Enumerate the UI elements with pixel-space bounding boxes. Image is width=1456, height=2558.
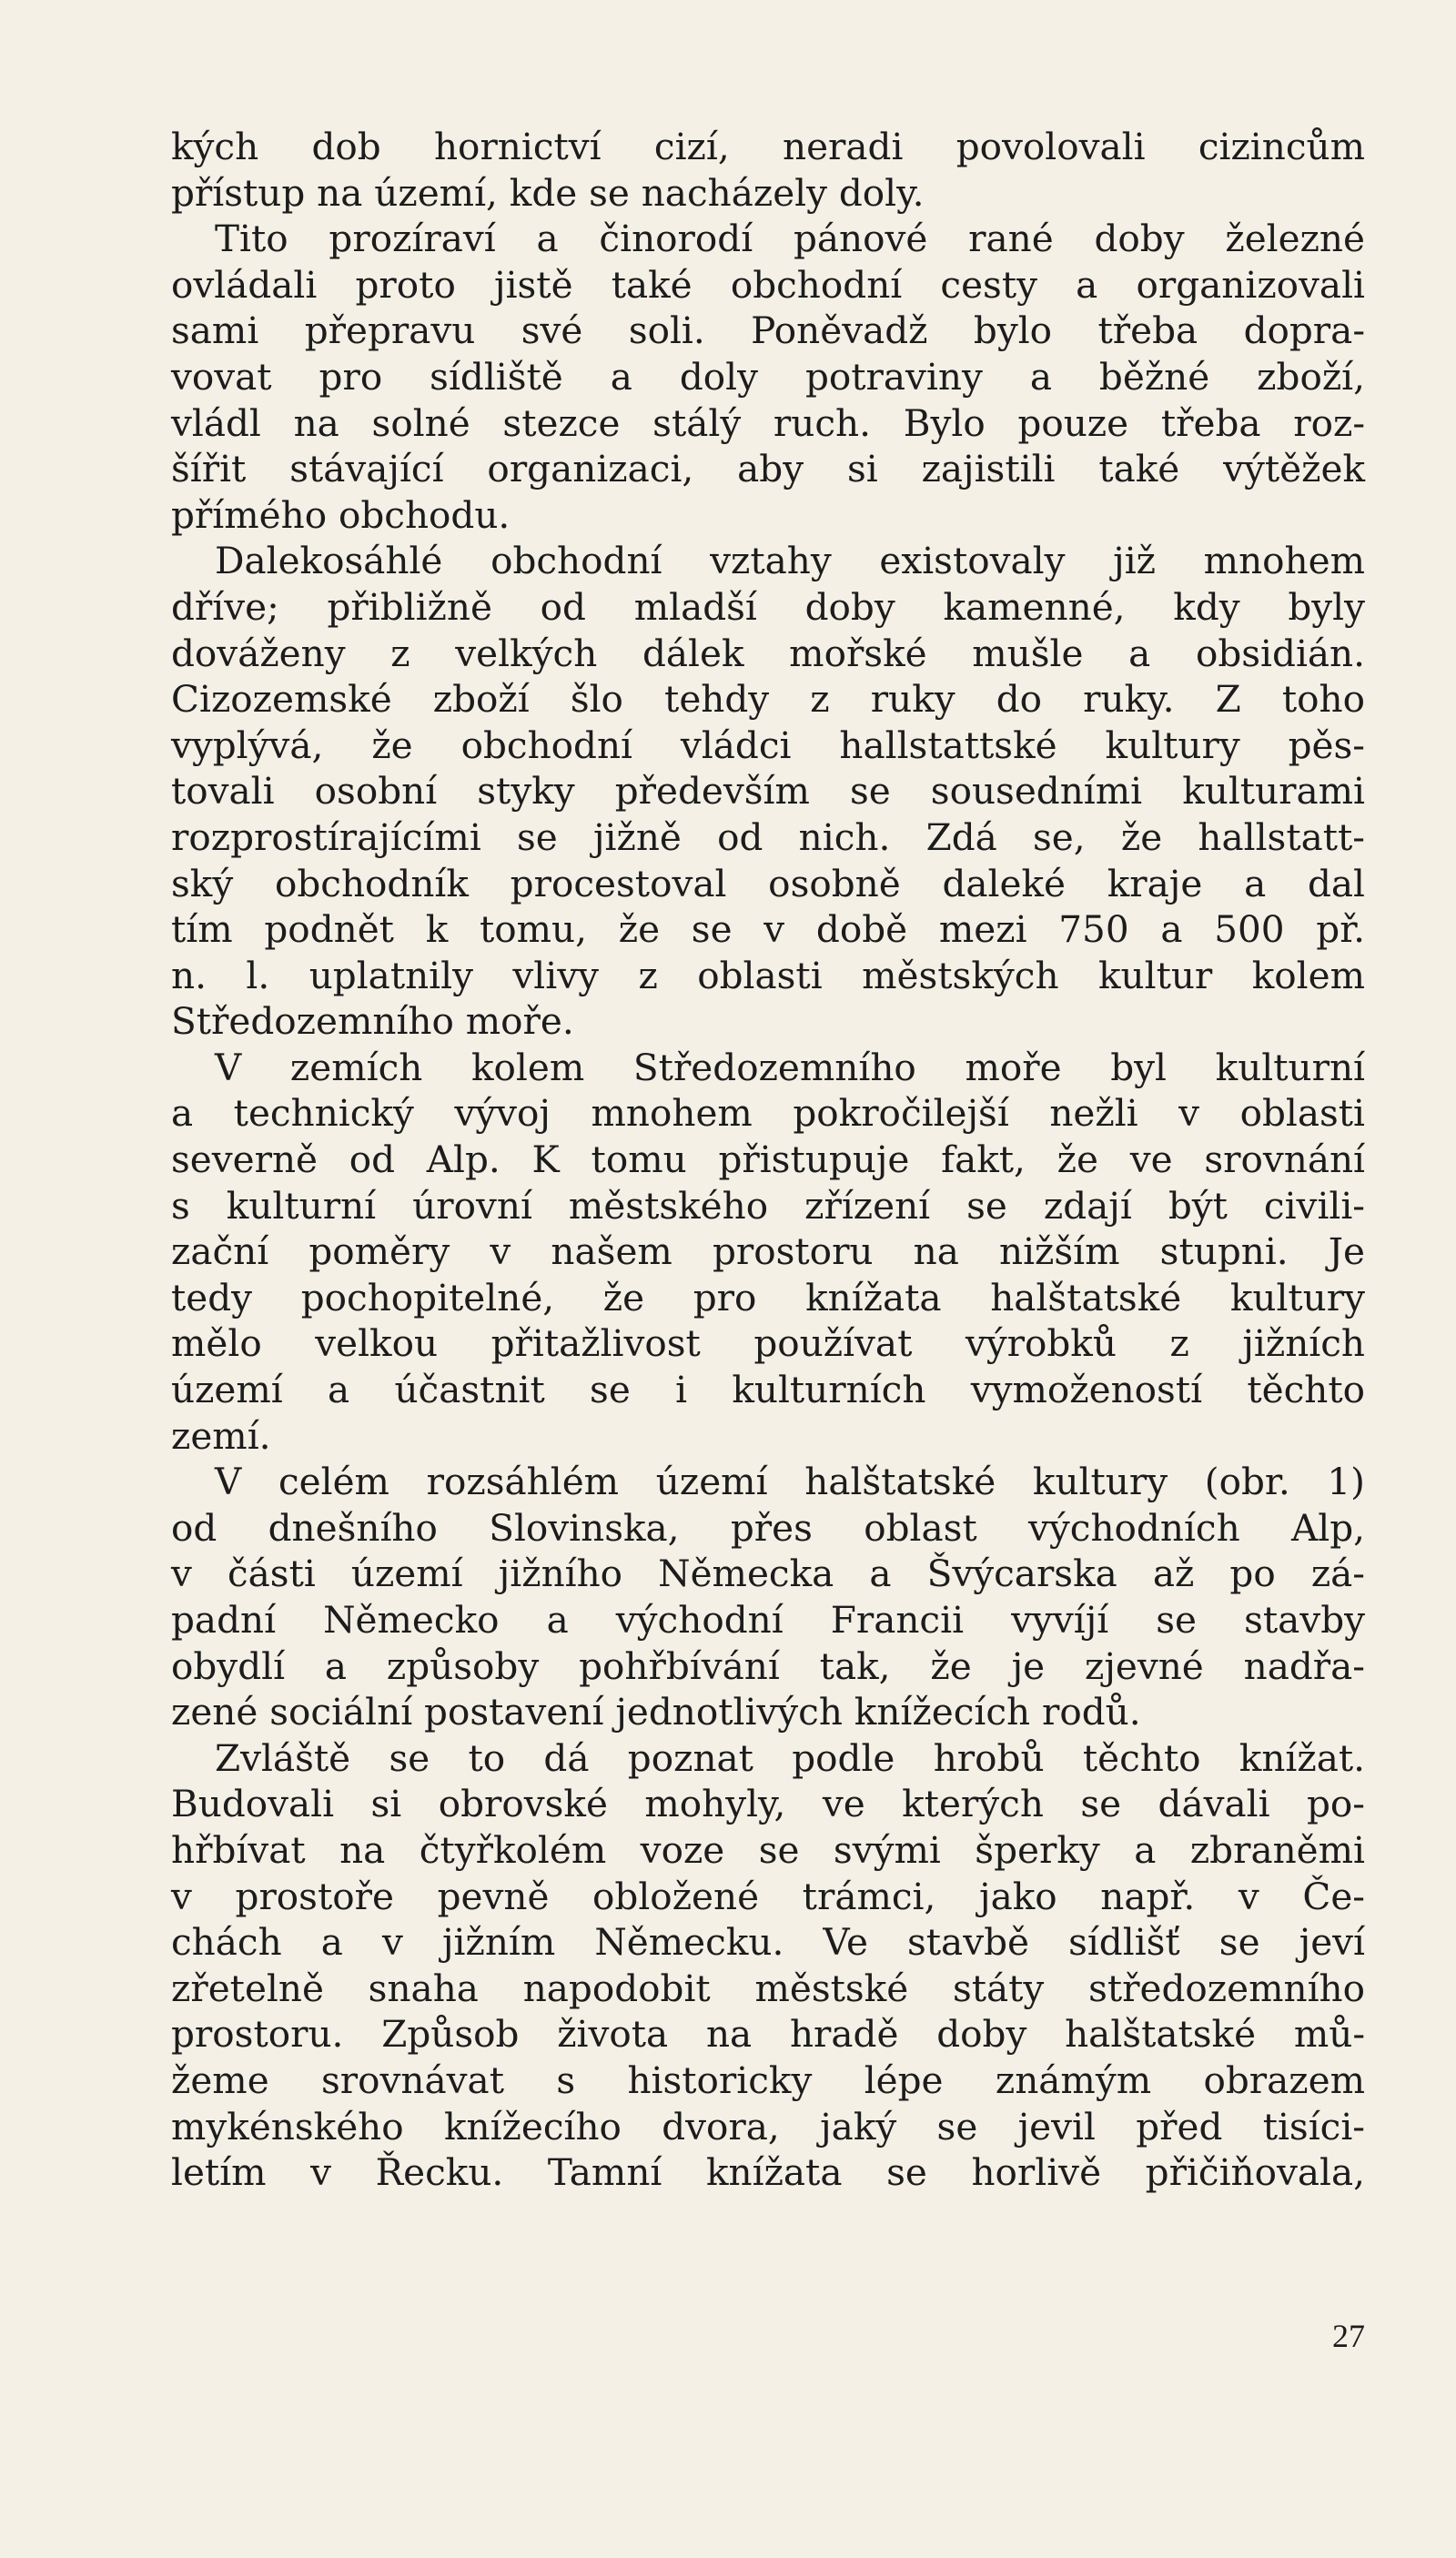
text-line: ský obchodník procestoval osobně daleké kraje a dal <box>171 861 1365 905</box>
body-text <box>171 124 1365 2196</box>
text-line: vovat pro sídliště a doly potraviny a běžné zboží, <box>171 354 1365 399</box>
text-line: dováženy z velkých dálek mořské mušle a obsidián. <box>171 631 1365 675</box>
text-line: a technický vývoj mnohem pokročilejší nežli v oblasti <box>171 1091 1365 1136</box>
text-line: vyplývá, že obchodní vládci hallstattské kultury pěs- <box>171 723 1365 767</box>
paragraph-first-line: Dalekosáhlé obchodní vztahy existovaly již mnohem <box>215 539 1365 583</box>
text-line: hřbívat na čtyřkolém voze se svými šperky a zbraněmi <box>171 1827 1365 1872</box>
text-line: letím v Řecku. Tamní knížata se horlivě přičiňovala, <box>171 2150 1365 2195</box>
text-line: dříve; přibližně od mladší doby kamenné, kdy byly <box>171 584 1365 629</box>
text-line: zřetelně snaha napodobit městské státy středozemního <box>171 1966 1365 2010</box>
text-line: prostoru. Způsob života na hradě doby halštatské mů- <box>171 2012 1365 2057</box>
text-line: tovali osobní styky především se sousedními kulturami <box>171 769 1365 814</box>
text-line: Cizozemské zboží šlo tehdy z ruky do ruky. Z toho <box>171 677 1365 722</box>
text-line: přímého obchodu. <box>171 492 511 537</box>
text-line: severně od Alp. K tomu přistupuje fakt, že ve srovnání <box>171 1137 1365 1182</box>
text-line: od dnešního Slovinska, přes oblast východních Alp, <box>171 1505 1365 1550</box>
page-number: 27 <box>1332 2318 1365 2354</box>
text-line: rozprostírajícími se jižně od nich. Zdá se, že hallstatt- <box>171 814 1365 859</box>
paragraph-first-line: Tito prozíraví a činorodí pánové rané doby železné <box>215 217 1365 261</box>
text-line: přístup na území, kde se nacházely doly. <box>171 170 925 215</box>
text-line: mělo velkou přitažlivost používat výrobků z jižních <box>171 1321 1365 1366</box>
text-line: Středozemního moře. <box>171 999 574 1044</box>
text-line: sami přepravu své soli. Poněvadž bylo třeba dopra- <box>171 308 1365 353</box>
text-line: v části území jižního Německa a Švýcarska až po zá- <box>171 1552 1365 1596</box>
text-line: ovládali proto jistě také obchodní cesty a organizovali <box>171 262 1365 307</box>
text-line: Budovali si obrovské mohyly, ve kterých se dávali po- <box>171 1782 1365 1826</box>
text-line: tedy pochopitelné, že pro knížata halštatské kultury <box>171 1275 1365 1319</box>
text-line: n. l. uplatnily vlivy z oblasti městských kultur kolem <box>171 953 1365 997</box>
text-line: žeme srovnávat s historicky lépe známým obrazem <box>171 2058 1365 2102</box>
text-line: zační poměry v našem prostoru na nižším stupni. Je <box>171 1229 1365 1274</box>
text-line: kých dob hornictví cizí, neradi povolovali cizincům <box>171 125 1365 168</box>
text-line: padní Německo a východní Francii vyvíjí se stavby <box>171 1598 1365 1642</box>
paragraph-first-line: V zemích kolem Středozemního moře byl kulturní <box>215 1045 1365 1089</box>
text-line: chách a v jižním Německu. Ve stavbě sídlišť se jeví <box>171 1920 1365 1965</box>
text-line: tím podnět k tomu, že se v době mezi 750 a 500 př. <box>171 907 1365 952</box>
text-line: zemí. <box>171 1413 271 1458</box>
text-line: území a účastnit se i kulturních vymožeností těchto <box>171 1368 1365 1412</box>
text-line: s kulturní úrovní městského zřízení se zdají být civili- <box>171 1183 1365 1228</box>
text-line: šířit stávající organizaci, aby si zajistili také výtěžek <box>171 447 1365 491</box>
text-line: vládl na solné stezce stálý ruch. Bylo pouze třeba roz- <box>171 400 1365 445</box>
text-line: obydlí a způsoby pohřbívání tak, že je zjevné nadřa- <box>171 1643 1365 1688</box>
paragraph-first-line: V celém rozsáhlém území halštatské kultury (obr. 1) <box>215 1460 1365 1504</box>
text-line: zené sociální postavení jednotlivých knížecích rodů. <box>171 1690 1141 1734</box>
text-line: v prostoře pevně obložené trámci, jako např. v Če- <box>171 1874 1365 1918</box>
text-line: mykénského knížecího dvora, jaký se jevil před tisíci- <box>171 2104 1365 2149</box>
paragraph-first-line: Zvláště se to dá poznat podle hrobů těchto knížat. <box>215 1735 1365 1780</box>
